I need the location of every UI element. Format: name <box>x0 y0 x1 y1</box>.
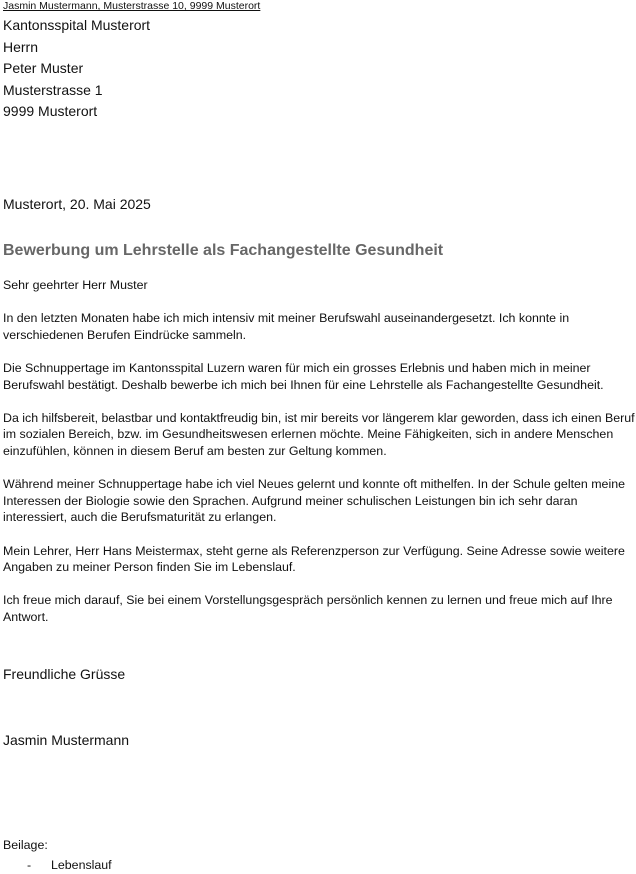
sender-address-line: Jasmin Mustermann, Musterstrasse 10, 9999 Musterort <box>3 0 261 12</box>
salutation: Sehr geehrter Herr Muster <box>3 278 148 292</box>
body-paragraph-6: Ich freue mich darauf, Sie bei einem Vorstellungsgespräch persönlich kennen zu lernen und freue mich auf Ihre Antwort. <box>3 593 613 624</box>
enclosure-label: Beilage: <box>3 838 48 852</box>
body-paragraph-3: Da ich hilfsbereit, belastbar und kontaktfreudig bin, ist mir bereits vor längerem klar geworden, dass ich einen Beruf im sozialen Bereich, bzw. im Gesundheitswesen erlernen möchte. Meine Fähigkeiten, sich in andere Menschen einzufühlen, können in diesem Beruf am besten zur Geltung kommen. <box>3 410 635 458</box>
letter-subject: Bewerbung um Lehrstelle als Fachangestellte Gesundheit <box>3 242 444 259</box>
body-paragraph-2: Die Schnuppertage im Kantonsspital Luzern waren für mich ein grosses Erlebnis und haben mich in meiner Berufswahl bestätigt. Deshalb bewerbe ich mich bei Ihnen für eine Lehrstelle als Fachangestellte Gesundheit. <box>3 360 604 392</box>
list-bullet: - <box>27 858 32 872</box>
closing-greeting: Freundliche Grüsse <box>3 666 126 682</box>
signature-name: Jasmin Mustermann <box>3 732 130 748</box>
body-paragraph-1: In den letzten Monaten habe ich mich intensiv mit meiner Berufswahl auseinandergesetzt. Ich konnte in verschiedenen Berufen Eindrücke sammeln. <box>3 311 570 342</box>
recipient-city: 9999 Musterort <box>3 103 98 119</box>
recipient-organization: Kantonsspital Musterort <box>3 17 151 33</box>
body-paragraph-5: Mein Lehrer, Herr Hans Meistermax, steht gerne als Referenzperson zur Verfügung. Seine Adresse sowie weitere Angaben zu meiner Person finden Sie im Lebenslauf. <box>3 543 625 575</box>
enclosure-item-label: Lebenslauf <box>51 858 112 872</box>
recipient-street: Musterstrasse 1 <box>3 81 103 98</box>
letter-date: Musterort, 20. Mai 2025 <box>3 196 151 212</box>
recipient-title: Herrn <box>3 38 39 55</box>
recipient-address <box>3 15 150 123</box>
letter-body <box>3 277 635 642</box>
recipient-name: Peter Muster <box>3 60 84 76</box>
body-paragraph-4: Während meiner Schnuppertage habe ich viel Neues gelernt und konnte oft mithelfen. In der Schule gelten meine Interessen der Biologie sowie den Sprachen. Aufgrund meiner schulischen Leistungen bin ich sehr daran interessiert, auch die Berufsmaturität zu erlangen. <box>3 477 625 525</box>
